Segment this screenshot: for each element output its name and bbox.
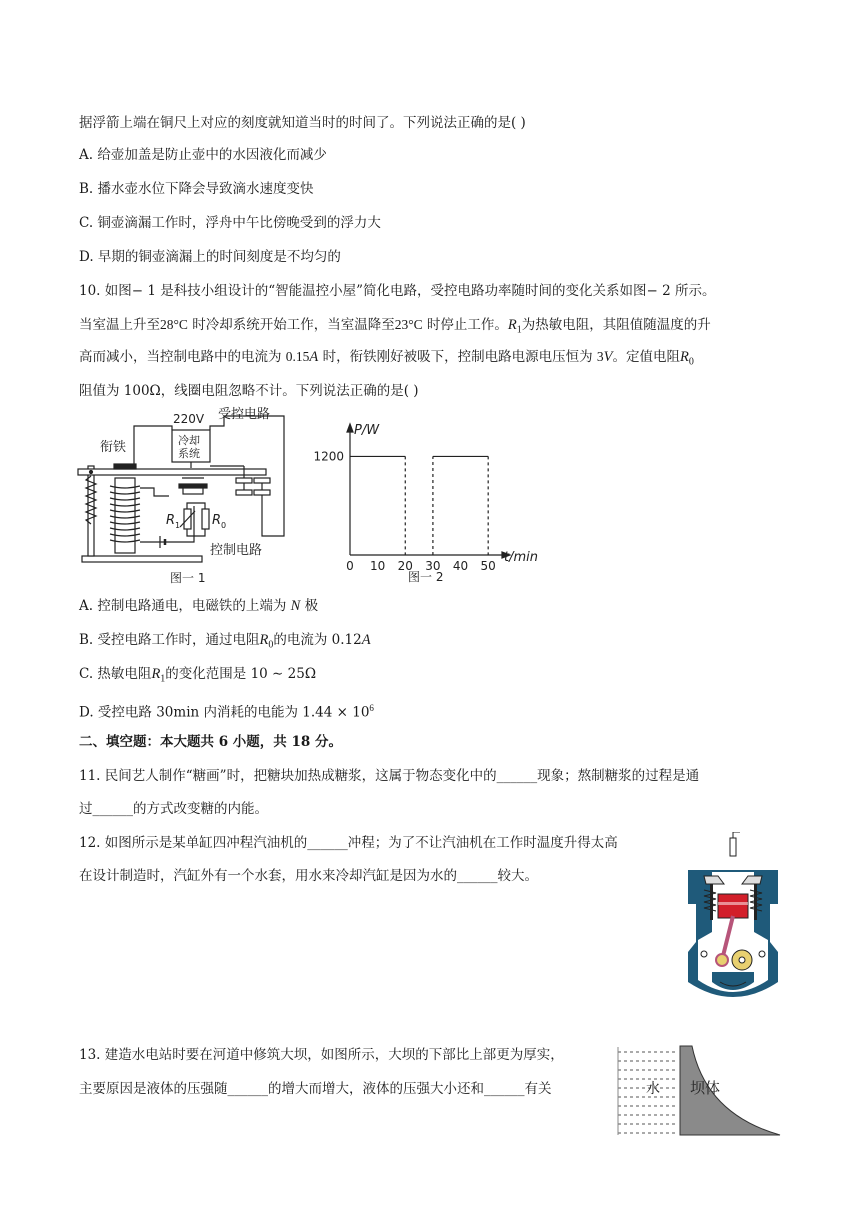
armature-block bbox=[114, 464, 136, 469]
q13-line1: 13. 建造水电站时要在河道中修筑大坝，如图所示，大坝的下部比上部更为厚实， bbox=[79, 1047, 564, 1063]
q9-option-a: A. 给壶加盖是防止壶中的水因液化而减少 bbox=[79, 147, 327, 163]
circuit-figure bbox=[74, 406, 304, 586]
q10-option-c: C. 热敏电阻$R_1$的变化范围是 10 ∼ 25Ω bbox=[79, 666, 317, 685]
y-axis-arrow bbox=[347, 424, 353, 432]
x-tick-label: 50 bbox=[480, 559, 496, 573]
fig2-caption: 图一 2 bbox=[408, 570, 444, 584]
x-axis-label: t/min bbox=[504, 550, 538, 565]
lower-contact bbox=[179, 484, 207, 488]
q13-line2: 主要原因是液体的压强随______的增大而增大，液体的压强大小还和______有关 bbox=[79, 1081, 552, 1097]
r1-label: R bbox=[166, 513, 176, 528]
armature-label: 衔铁 bbox=[100, 440, 127, 455]
right-contact-top bbox=[236, 478, 252, 483]
voltage-220v-label: 220V bbox=[173, 412, 205, 426]
r0-sub-label: 0 bbox=[221, 521, 227, 530]
x-tick-label: 40 bbox=[452, 559, 469, 573]
section-heading: 二、填空题：本大题共 6 小题，共 18 分。 bbox=[79, 734, 342, 750]
dam-label: 坝体 bbox=[690, 1079, 721, 1097]
q10-option-b: B. 受控电路工作时，通过电阻$R_0$的电流为 0.12A bbox=[79, 632, 371, 651]
x-tick-label: 10 bbox=[369, 559, 386, 573]
crank-pin bbox=[716, 954, 728, 966]
x-tick-label: 30 bbox=[425, 559, 441, 573]
q11-line1: 11. 民间艺人制作“糖画”时，把糖块加热成糖浆，这属于物态变化中的______现象；熬制糖浆的过程是通 bbox=[79, 768, 700, 784]
piston bbox=[718, 894, 748, 918]
x-tick-label: 0 bbox=[346, 559, 354, 573]
y-axis-label: P/W bbox=[354, 423, 380, 438]
cooling-label-1: 冷却 bbox=[178, 434, 200, 447]
dam-figure bbox=[616, 1044, 782, 1140]
resistor-r0 bbox=[202, 509, 209, 529]
q10-stem-line2: 当室温上升至28°C 时冷却系统开始工作，当室温降至23°C 时停止工作。$R_1$为热敏电阻，其阻值随温度的升 bbox=[79, 317, 711, 336]
q10-stem-line1: 10. 如图− 1 是科技小组设计的“智能温控小屋”简化电路，受控电路功率随时间的变化关系如图− 2 所示。 bbox=[79, 283, 716, 299]
q10-stem-line4: 阻值为 100Ω，线圈电阻忽略不计。下列说法正确的是( ) bbox=[79, 383, 419, 399]
control-circuit-label: 控制电路 bbox=[210, 543, 263, 558]
q9-stem: 据浮箭上端在铜尺上对应的刻度就知道当时的时间了。下列说法正确的是( ) bbox=[79, 115, 526, 131]
r1-sub-label: 1 bbox=[175, 521, 181, 530]
q10-option-a: A. 控制电路通电，电磁铁的上端为 N 极 bbox=[79, 598, 319, 614]
q12-line1: 12. 如图所示是某单缸四冲程汽油机的______冲程；为了不让汽油机在工作时温度升得太高 bbox=[79, 835, 618, 851]
controlled-circuit-label: 受控电路 bbox=[218, 407, 271, 422]
q10-option-d: D. 受控电路 30min 内消耗的电能为 $1.44 \times 10^6$ bbox=[79, 703, 374, 721]
water-label: 水 bbox=[646, 1081, 660, 1097]
q12-line2: 在设计制造时，汽缸外有一个水套，用水来冷却汽缸是因为水的______较大。 bbox=[79, 868, 538, 884]
q9-option-c: C. 铜壶滴漏工作时，浮舟中午比傍晚受到的浮力大 bbox=[79, 215, 381, 231]
r0-label: R bbox=[212, 513, 222, 528]
cooling-label-2: 系统 bbox=[178, 447, 200, 460]
power-time-chart bbox=[308, 418, 548, 588]
y-tick-label: 1200 bbox=[313, 449, 344, 464]
fig1-caption: 图一 1 bbox=[170, 571, 206, 585]
x-tick-label: 20 bbox=[397, 559, 413, 573]
circuit-base bbox=[82, 556, 202, 562]
right-contact-bottom bbox=[236, 490, 252, 495]
engine-figure bbox=[684, 832, 784, 1004]
q9-option-d: D. 早期的铜壶滴漏上的时间刻度是不均匀的 bbox=[79, 249, 341, 265]
q10-stem-line3: 高而减小，当控制电路中的电流为 0.15A 时，衔铁刚好被吸下，控制电路电源电压恒为 3V。定值电阻$R_0$ bbox=[79, 349, 694, 368]
q9-option-b: B. 播水壶水位下降会导致滴水速度变快 bbox=[79, 181, 314, 197]
armature-bar bbox=[78, 469, 266, 475]
q11-line2: 过______的方式改变糖的内能。 bbox=[79, 801, 268, 817]
